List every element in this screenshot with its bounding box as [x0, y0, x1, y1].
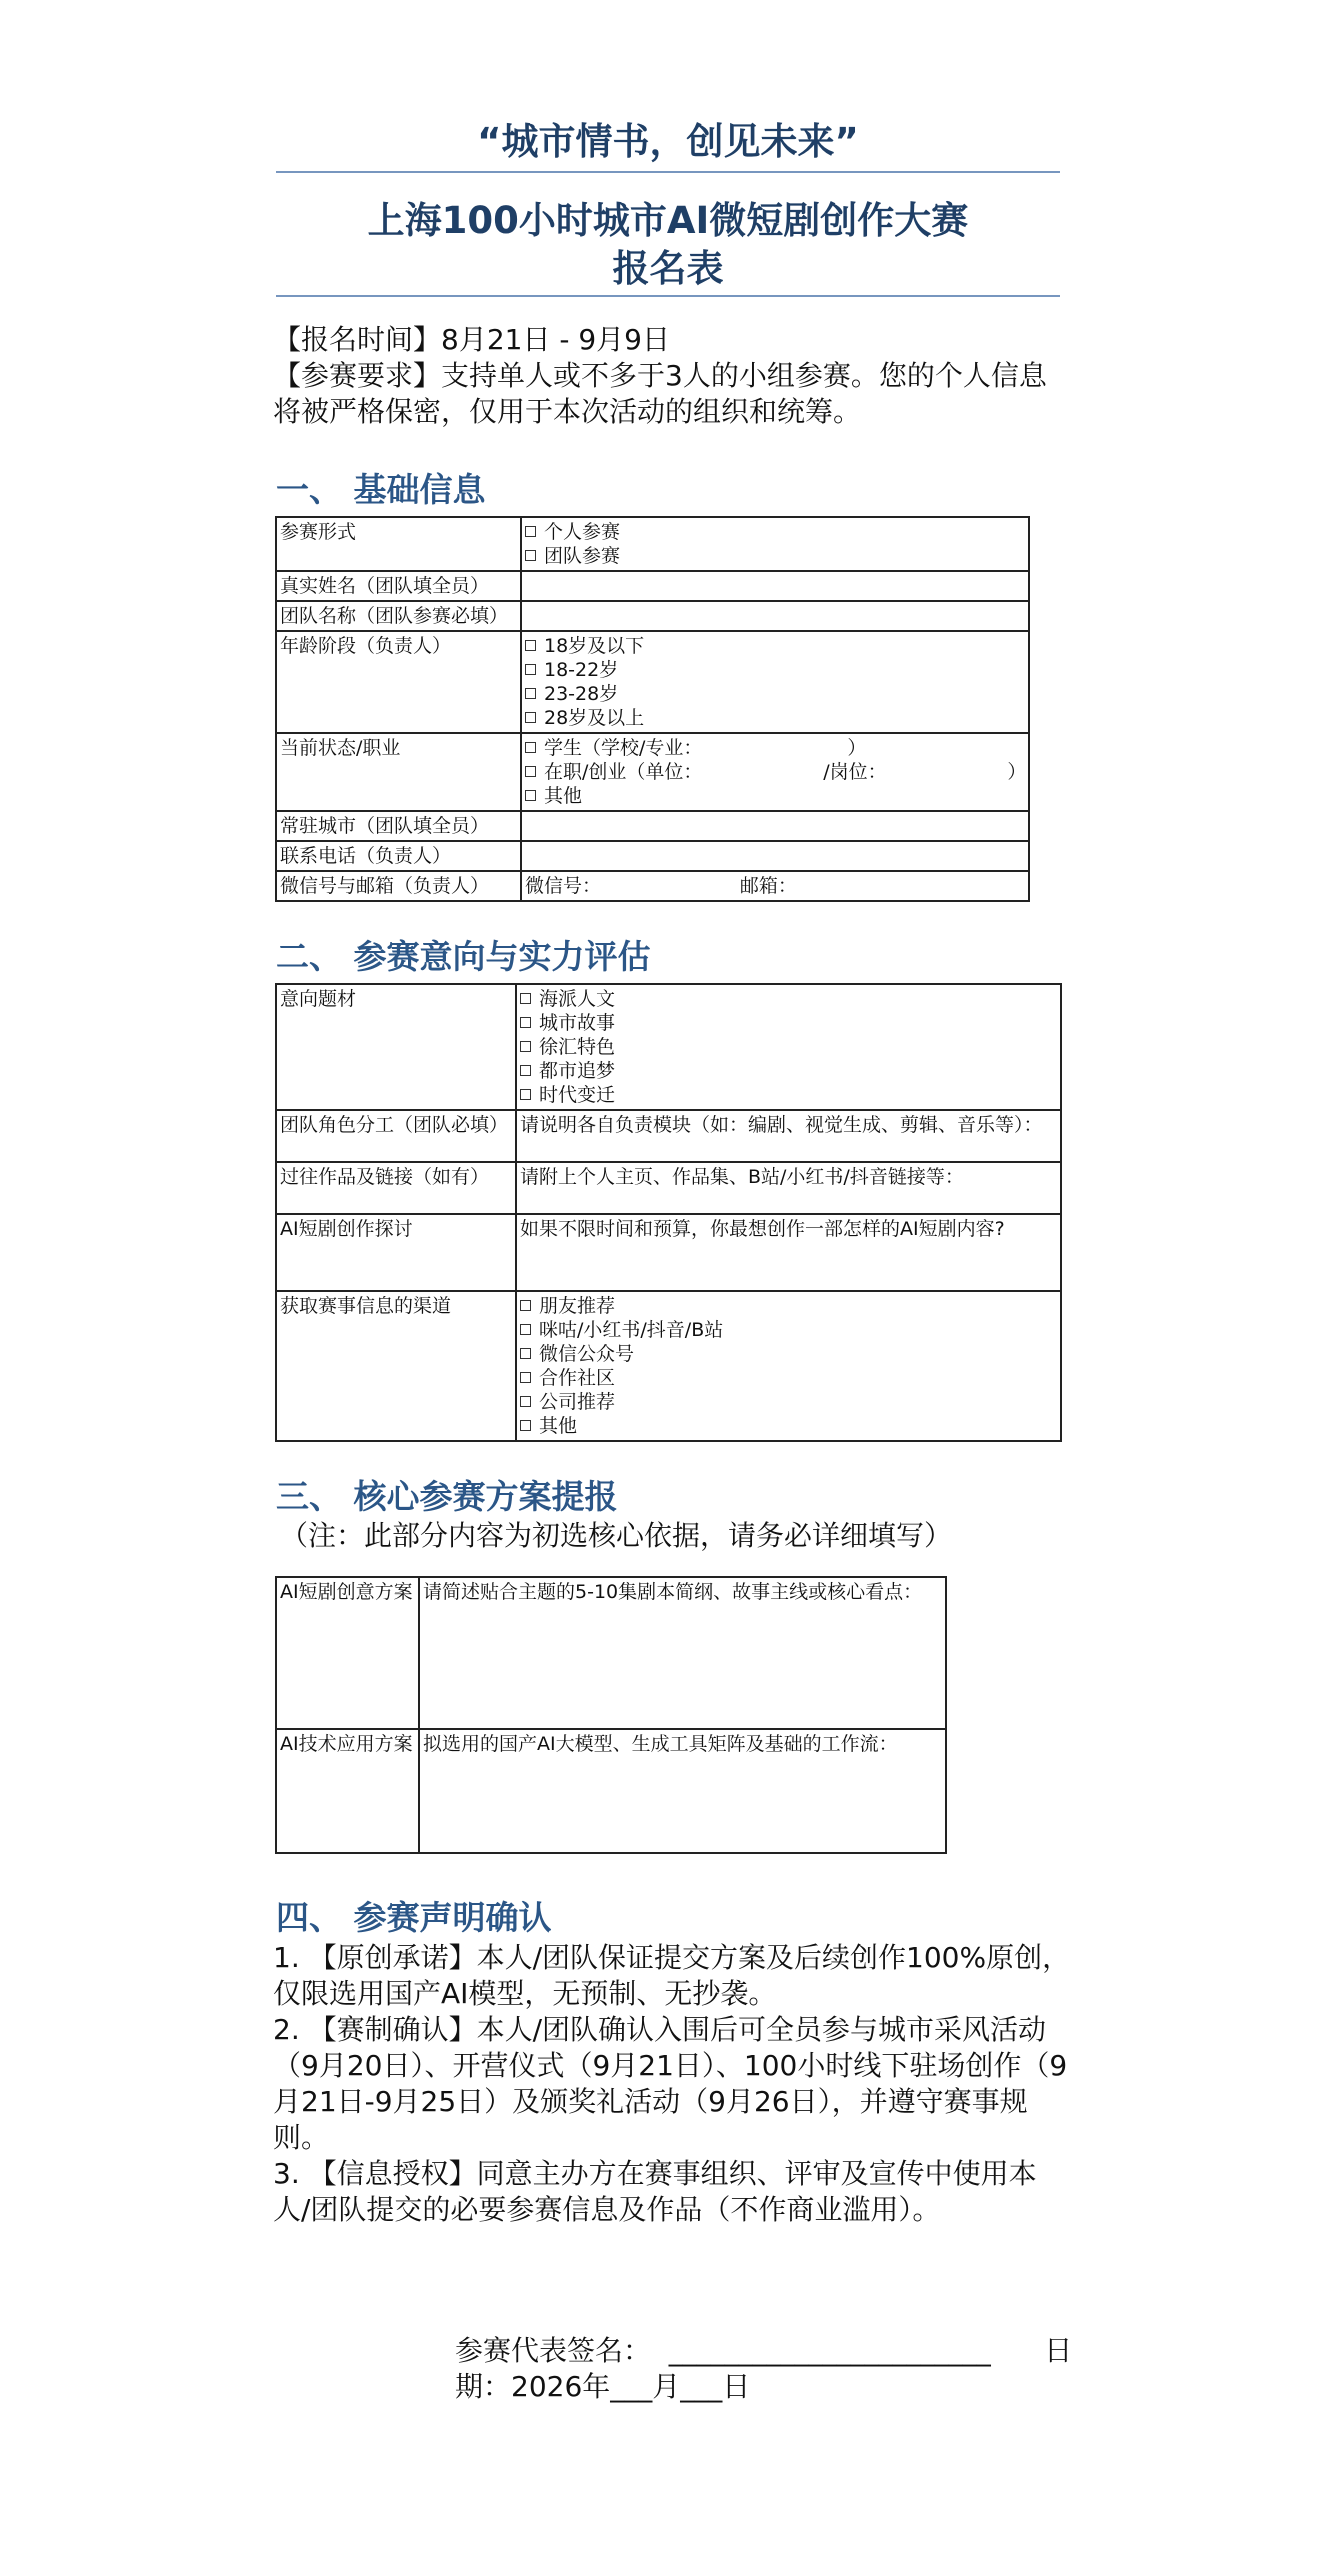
checkbox-option[interactable]: 18岁及以下 — [525, 634, 1025, 658]
declaration-list — [273, 1940, 1073, 2228]
row-label: AI短剧创意方案 — [276, 1577, 419, 1729]
intent-table — [275, 983, 1062, 1442]
real-name-field[interactable] — [521, 571, 1029, 601]
row-label: 意向题材 — [276, 984, 516, 1110]
basic-info-table — [275, 516, 1030, 902]
table-row — [276, 811, 1029, 841]
team-name-field[interactable] — [521, 601, 1029, 631]
row-label: 参赛形式 — [276, 517, 521, 571]
page-title: 上海100小时城市AI微短剧创作大赛 — [367, 199, 969, 242]
checkbox-option[interactable]: 其他 — [520, 1414, 1057, 1438]
checkbox-icon[interactable] — [520, 1372, 531, 1383]
row-label: AI短剧创作探讨 — [276, 1214, 516, 1291]
header-divider — [276, 171, 1060, 173]
row-label: 联系电话（负责人） — [276, 841, 521, 871]
city-field[interactable] — [521, 811, 1029, 841]
checkbox-icon[interactable] — [520, 1348, 531, 1359]
table-row — [276, 841, 1029, 871]
checkbox-icon[interactable] — [520, 1017, 531, 1028]
signature-block — [455, 2333, 1073, 2405]
row-label: 真实姓名（团队填全员） — [276, 571, 521, 601]
checkbox-option[interactable]: 个人参赛 — [525, 520, 1025, 544]
list-item: 3. 【信息授权】同意主办方在赛事组织、评审及宣传中使用本人/团队提交的必要参赛信息及作品（不作商业滥用）。 — [273, 2157, 1037, 2226]
section-basic-info-title: 一、 基础信息 — [276, 470, 486, 509]
table-row — [276, 871, 1029, 901]
slogan: “城市情书，创见未来” — [477, 120, 859, 163]
participation-requirement: 【参赛要求】支持单人或不多于3人的小组参赛。您的个人信息将被严格保密，仅用于本次活动的组织和统筹。 — [273, 359, 1047, 428]
checkbox-option[interactable]: 学生（学校/专业： ） — [525, 736, 1025, 760]
table-row — [276, 733, 1029, 811]
checkbox-icon[interactable] — [525, 688, 536, 699]
table-row — [276, 601, 1029, 631]
row-label: 当前状态/职业 — [276, 733, 521, 811]
table-row — [276, 517, 1029, 571]
past-works-field[interactable]: 请附上个人主页、作品集、B站/小红书/抖音链接等： — [516, 1162, 1061, 1214]
list-item: 1. 【原创承诺】本人/团队保证提交方案及后续创作100%原创，仅限选用国产AI模型，无预制、无抄袭。 — [273, 1941, 1071, 2010]
intro-text — [273, 322, 1063, 430]
ai-drama-discussion-field[interactable]: 如果不限时间和预算，你最想创作一部怎样的AI短剧内容? — [516, 1214, 1061, 1291]
checkbox-icon[interactable] — [520, 993, 531, 1004]
checkbox-icon[interactable] — [520, 1420, 531, 1431]
checkbox-option[interactable]: 28岁及以上 — [525, 706, 1025, 730]
participation-type-options — [521, 517, 1029, 571]
age-options — [521, 631, 1029, 733]
checkbox-option[interactable]: 公司推荐 — [520, 1390, 1057, 1414]
proposal-table — [275, 1576, 947, 1854]
row-label: 年龄阶段（负责人） — [276, 631, 521, 733]
checkbox-icon[interactable] — [525, 712, 536, 723]
phone-field[interactable] — [521, 841, 1029, 871]
creative-plan-field[interactable]: 请简述贴合主题的5-10集剧本简纲、故事主线或核心看点： — [419, 1577, 946, 1729]
checkbox-icon[interactable] — [525, 766, 536, 777]
table-row — [276, 1110, 1061, 1162]
checkbox-icon[interactable] — [520, 1324, 531, 1335]
table-row — [276, 1729, 946, 1853]
checkbox-option[interactable]: 其他 — [525, 784, 1025, 808]
checkbox-option[interactable]: 在职/创业（单位： /岗位： ） — [525, 760, 1025, 784]
theme-options — [516, 984, 1061, 1110]
checkbox-icon[interactable] — [525, 640, 536, 651]
checkbox-icon[interactable] — [525, 742, 536, 753]
date-line[interactable]: 期：2026年___月___日 — [455, 2370, 751, 2403]
row-label: 常驻城市（团队填全员） — [276, 811, 521, 841]
section-proposal-note: （注：此部分内容为初选核心依据，请务必详细填写） — [280, 1519, 953, 1552]
checkbox-option[interactable]: 团队参赛 — [525, 544, 1025, 568]
checkbox-option[interactable]: 微信公众号 — [520, 1342, 1057, 1366]
table-row — [276, 571, 1029, 601]
checkbox-option[interactable]: 合作社区 — [520, 1366, 1057, 1390]
row-label: 微信号与邮箱（负责人） — [276, 871, 521, 901]
registration-time: 【报名时间】8月21日 - 9月9日 — [273, 323, 670, 356]
checkbox-icon[interactable] — [520, 1041, 531, 1052]
status-options — [521, 733, 1029, 811]
title-divider — [276, 295, 1060, 297]
checkbox-option[interactable]: 时代变迁 — [520, 1083, 1057, 1107]
row-label: AI技术应用方案 — [276, 1729, 419, 1853]
list-item: 2. 【赛制确认】本人/团队确认入围后可全员参与城市采风活动（9月20日）、开营仪式（9月21日）、100小时线下驻场创作（9月21日-9月25日）及颁奖礼活动（9月26日），并遵守赛事规则。 — [273, 2013, 1068, 2154]
checkbox-option[interactable]: 朋友推荐 — [520, 1294, 1057, 1318]
table-row — [276, 1291, 1061, 1441]
row-label: 团队角色分工（团队必填） — [276, 1110, 516, 1162]
checkbox-icon[interactable] — [520, 1396, 531, 1407]
checkbox-icon[interactable] — [525, 790, 536, 801]
checkbox-option[interactable]: 23-28岁 — [525, 682, 1025, 706]
row-label: 过往作品及链接（如有） — [276, 1162, 516, 1214]
table-row — [276, 1162, 1061, 1214]
checkbox-icon[interactable] — [525, 550, 536, 561]
table-row — [276, 984, 1061, 1110]
checkbox-option[interactable]: 城市故事 — [520, 1011, 1057, 1035]
checkbox-icon[interactable] — [520, 1300, 531, 1311]
checkbox-option[interactable]: 都市追梦 — [520, 1059, 1057, 1083]
checkbox-option[interactable]: 咪咕/小红书/抖音/B站 — [520, 1318, 1057, 1342]
checkbox-option[interactable]: 徐汇特色 — [520, 1035, 1057, 1059]
table-row — [276, 1214, 1061, 1291]
row-label: 获取赛事信息的渠道 — [276, 1291, 516, 1441]
page-subtitle: 报名表 — [612, 247, 724, 290]
table-row — [276, 1577, 946, 1729]
wechat-email-field[interactable]: 微信号： 邮箱： — [521, 871, 1029, 901]
checkbox-icon[interactable] — [520, 1065, 531, 1076]
signature-line[interactable]: 参赛代表签名： _______________________ 日 — [455, 2334, 1073, 2367]
row-label: 团队名称（团队参赛必填） — [276, 601, 521, 631]
section-intent-title: 二、 参赛意向与实力评估 — [276, 937, 651, 976]
table-row — [276, 631, 1029, 733]
checkbox-icon[interactable] — [525, 526, 536, 537]
checkbox-icon[interactable] — [525, 664, 536, 675]
section-declaration-title: 四、 参赛声明确认 — [276, 1898, 552, 1937]
team-roles-field[interactable]: 请说明各自负责模块（如：编剧、视觉生成、剪辑、音乐等）： — [516, 1110, 1061, 1162]
section-proposal-title: 三、 核心参赛方案提报 — [276, 1477, 618, 1516]
checkbox-icon[interactable] — [520, 1089, 531, 1100]
checkbox-option[interactable]: 海派人文 — [520, 987, 1057, 1011]
checkbox-option[interactable]: 18-22岁 — [525, 658, 1025, 682]
channel-options — [516, 1291, 1061, 1441]
tech-plan-field[interactable]: 拟选用的国产AI大模型、生成工具矩阵及基础的工作流： — [419, 1729, 946, 1853]
